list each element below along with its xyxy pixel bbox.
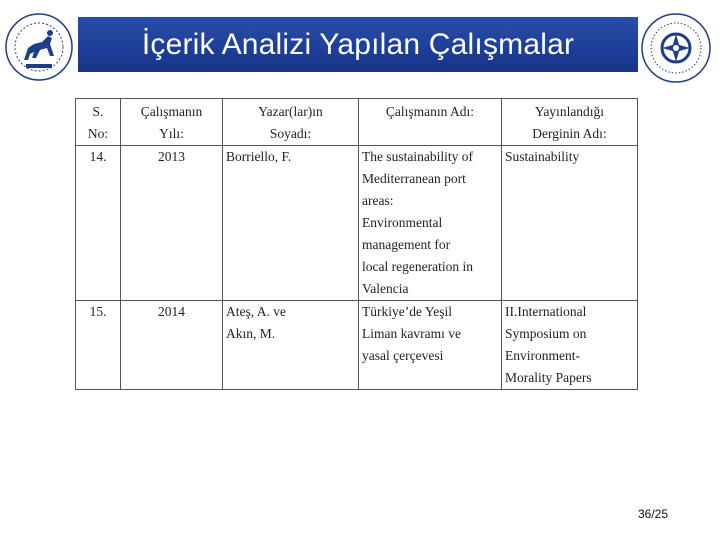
table-row (76, 146, 638, 301)
cell-title: The sustainability of Mediterranean port areas: Environmental management for local regeneration in Valencia (359, 146, 502, 301)
header-no: S. No: (76, 99, 121, 146)
slide-title: İçerik Analizi Yapılan Çalışmalar (141, 27, 575, 61)
cell-year: 2014 (121, 301, 223, 390)
cell-journal: II.International Symposium on Environment- Morality Papers (502, 301, 638, 390)
cell-year: 2013 (121, 146, 223, 301)
university-emblem-seal-icon (640, 12, 712, 84)
university-horse-seal-icon (4, 12, 74, 82)
table-header-row (76, 99, 638, 146)
header-authors: Yazar(lar)ın Soyadı: (223, 99, 359, 146)
page-number: 36/25 (638, 507, 669, 521)
cell-authors: Borriello, F. (223, 146, 359, 301)
table-row (76, 301, 638, 390)
cell-journal: Sustainability (502, 146, 638, 301)
cell-title: Türkiye’de Yeşil Liman kavramı ve yasal çerçevesi (359, 301, 502, 390)
cell-no: 14. (76, 146, 121, 301)
header-journal: Yayınlandığı Derginin Adı: (502, 99, 638, 146)
cell-authors: Ateş, A. ve Akın, M. (223, 301, 359, 390)
header-year: Çalışmanın Yılı: (121, 99, 223, 146)
studies-table (75, 98, 638, 390)
cell-no: 15. (76, 301, 121, 390)
slide-title-bar (78, 17, 638, 72)
header-title: Çalışmanın Adı: (359, 99, 502, 146)
